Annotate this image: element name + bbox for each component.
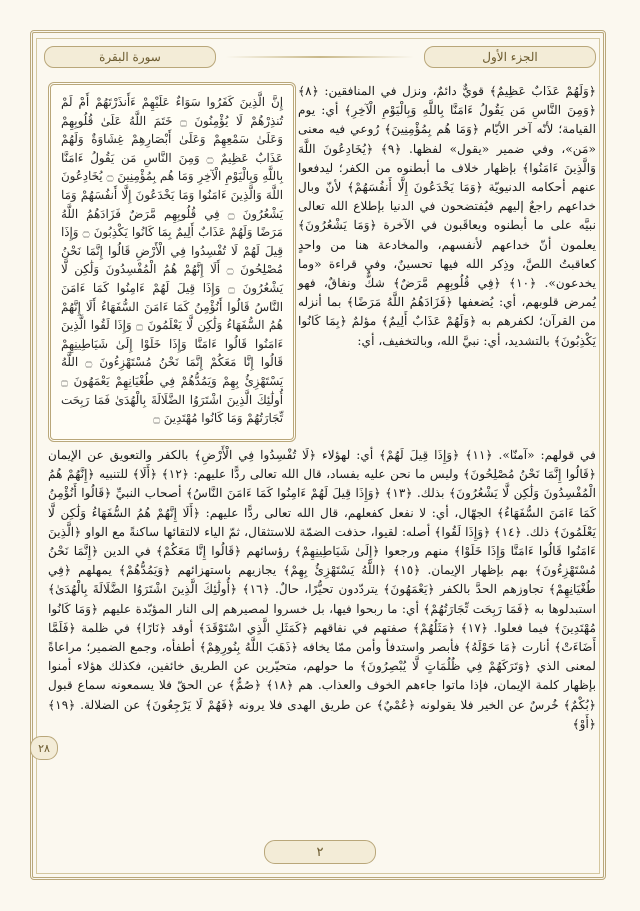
quran-verses-box <box>48 82 296 442</box>
side-badge: ٢٨ <box>30 736 58 760</box>
page-number: ٢ <box>264 840 376 864</box>
tafsir-right-column <box>298 82 596 351</box>
tafsir-right-text: ﴿وَلَهُمْ عَذَابٌ عَظِيمٌ﴾ قويٌّ دائمٌ، ونزل في المنافقين: ﴿٨﴾ ﴿وَمِنَ النَّاسِ مَن يَقُولُ ءَامَنَّا بِاللَّهِ وَبِالْيَوْمِ الْآخِرِ﴾ أي: يوم القيامة؛ لأنّه آخر الأيّام ﴿وَمَا هُم بِمُؤْمِنِينَ﴾ رُوعي فيه معنى «مَن»، وفي ضمير «يقول» لفظها. ﴿٩﴾ ﴿يُخَادِعُونَ اللَّهَ وَالَّذِينَ ءَامَنُوا﴾ بإظهار خلاف ما أبطنوه من الكفر؛ ليدفعوا عنهم أحكامه الدنيويّة ﴿وَمَا يَخْدَعُونَ إِلَّا أَنفُسَهُمْ﴾ لأنّ وبال خداعهم راجعٌ إليهم فيُفتضحون في الدنيا بإطلاع الله تعالى نبيَّه على ما أبطنوه ويعاقَبون في الآخرة ﴿وَمَا يَشْعُرُونَ﴾ يعلمون أنّ خداعهم لأنفسهم، والمخادعة هنا من واحدٍ كعاقبتُ اللصَّ، وذِكر الله فيها تحسينٌ، وفي قراءة «وما يخدعون». ﴿١٠﴾ ﴿فِي قُلُوبِهِم مَّرَضٌ﴾ شكٌّ ونفاقٌ، فهو يُمرض قلوبهم، أي: يُضعفها ﴿فَزَادَهُمُ اللَّهُ مَرَضًا﴾ بما أنزله من القرآن؛ لكفرهم به ﴿وَلَهُمْ عَذَابٌ أَلِيمٌ﴾ مؤلمٌ ﴿بِمَا كَانُوا يَكْذِبُونَ﴾ بالتشديد، أي: نبيَّ الله، وبالتخفيف، أي: <box>298 84 596 348</box>
juz-label: الجزء الأول <box>424 46 596 68</box>
header-ornament <box>226 56 414 58</box>
quran-verses-text: إِنَّ الَّذِينَ كَفَرُوا سَوَاءٌ عَلَيْهِمْ ءَأَنذَرْتَهُمْ أَمْ لَمْ تُنذِرْهُمْ لَا يُؤْمِنُونَ ۝ خَتَمَ اللَّهُ عَلَىٰ قُلُوبِهِمْ وَعَلَىٰ سَمْعِهِمْ وَعَلَىٰ أَبْصَارِهِمْ غِشَاوَةٌ وَلَهُمْ عَذَابٌ عَظِيمٌ ۝ وَمِنَ النَّاسِ مَن يَقُولُ ءَامَنَّا بِاللَّهِ وَبِالْيَوْمِ الْآخِرِ وَمَا هُم بِمُؤْمِنِينَ ۝ يُخَادِعُونَ اللَّهَ وَالَّذِينَ ءَامَنُوا وَمَا يَخْدَعُونَ إِلَّا أَنفُسَهُمْ وَمَا يَشْعُرُونَ ۝ فِي قُلُوبِهِم مَّرَضٌ فَزَادَهُمُ اللَّهُ مَرَضًا وَلَهُمْ عَذَابٌ أَلِيمٌ بِمَا كَانُوا يَكْذِبُونَ ۝ وَإِذَا قِيلَ لَهُمْ لَا تُفْسِدُوا فِي الْأَرْضِ قَالُوا إِنَّمَا نَحْنُ مُصْلِحُونَ ۝ أَلَا إِنَّهُمْ هُمُ الْمُفْسِدُونَ وَلَٰكِن لَّا يَشْعُرُونَ ۝ وَإِذَا قِيلَ لَهُمْ ءَامِنُوا كَمَا ءَامَنَ النَّاسُ قَالُوا أَنُؤْمِنُ كَمَا ءَامَنَ السُّفَهَاءُ أَلَا إِنَّهُمْ هُمُ السُّفَهَاءُ وَلَٰكِن لَّا يَعْلَمُونَ ۝ وَإِذَا لَقُوا الَّذِينَ ءَامَنُوا قَالُوا ءَامَنَّا وَإِذَا خَلَوْا إِلَىٰ شَيَاطِينِهِمْ قَالُوا إِنَّا مَعَكُمْ إِنَّمَا نَحْنُ مُسْتَهْزِءُونَ ۝ اللَّهُ يَسْتَهْزِئُ بِهِمْ وَيَمُدُّهُمْ فِي طُغْيَانِهِمْ يَعْمَهُونَ ۝ أُولَٰئِكَ الَّذِينَ اشْتَرَوُا الضَّلَالَةَ بِالْهُدَىٰ فَمَا رَبِحَت تِّجَارَتُهُمْ وَمَا كَانُوا مُهْتَدِينَ ۝ <box>61 95 284 426</box>
tafsir-full-width <box>48 446 596 734</box>
surah-label: سورة البقرة <box>44 46 216 68</box>
page-header <box>44 44 596 70</box>
tafsir-full-text: في قولهم: «آمنّا». ﴿١١﴾ ﴿وَإِذَا قِيلَ لَهُمْ﴾ أي: لهؤلاء ﴿لَا تُفْسِدُوا فِي الْأَرْضِ﴾ بالكفر والتعويق عن الإيمان ﴿قَالُوا إِنَّمَا نَحْنُ مُصْلِحُونَ﴾ وليس ما نحن عليه بفساد، قال الله تعالى ردًّا عليهم: ﴿١٢﴾ ﴿أَلَا﴾ للتنبيه ﴿إِنَّهُمْ هُمُ الْمُفْسِدُونَ وَلَٰكِن لَّا يَشْعُرُونَ﴾ بذلك. ﴿١٣﴾ ﴿وَإِذَا قِيلَ لَهُمْ ءَامِنُوا كَمَا ءَامَنَ النَّاسُ﴾ أصحاب النبيِّ ﴿قَالُوا أَنُؤْمِنُ كَمَا ءَامَنَ السُّفَهَاءُ﴾ الجهّال، أي: لا نفعل كفعلهم، قال الله تعالى ردًّا عليهم: ﴿أَلَا إِنَّهُمْ هُمُ السُّفَهَاءُ وَلَٰكِن لَّا يَعْلَمُونَ﴾ ذلك. ﴿١٤﴾ ﴿وَإِذَا لَقُوا﴾ أصله: لقيوا، حذفت الضمّة للاستثقال، ثمّ الياء لالتقائها ساكنةً مع الواو ﴿الَّذِينَ ءَامَنُوا قَالُوا ءَامَنَّا وَإِذَا خَلَوْا﴾ منهم ورجعوا ﴿إِلَىٰ شَيَاطِينِهِمْ﴾ رؤسائهم ﴿قَالُوا إِنَّا مَعَكُمْ﴾ في الدين ﴿إِنَّمَا نَحْنُ مُسْتَهْزِءُونَ﴾ بهم بإظهار الإيمان. ﴿١٥﴾ ﴿اللَّهُ يَسْتَهْزِئُ بِهِمْ﴾ يجازيهم باستهزائهم ﴿وَيَمُدُّهُمْ﴾ يمهلهم ﴿فِي طُغْيَانِهِمْ﴾ تجاوزهم الحدَّ بالكفر ﴿يَعْمَهُونَ﴾ يتردّدون تحيُّرًا، حالٌ. ﴿١٦﴾ ﴿أُولَٰئِكَ الَّذِينَ اشْتَرَوُا الضَّلَالَةَ بِالْهُدَىٰ﴾ استبدلوها به ﴿فَمَا رَبِحَت تِّجَارَتُهُمْ﴾ أي: ما ربحوا فيها، بل خسروا لمصيرهم إلى النار المؤبّدة عليهم ﴿وَمَا كَانُوا مُهْتَدِينَ﴾ فيما فعلوا. ﴿١٧﴾ ﴿مَثَلُهُمْ﴾ صفتهم في نفاقهم ﴿كَمَثَلِ الَّذِي اسْتَوْقَدَ﴾ أوقد ﴿نَارًا﴾ في ظلمة ﴿فَلَمَّا أَضَاءَتْ﴾ أنارت ﴿مَا حَوْلَهُ﴾ فأبصر واستدفأ وأمن ممّا يخافه ﴿ذَهَبَ اللَّهُ بِنُورِهِمْ﴾ أطفأه، وجمع الضمير؛ مراعاةً لمعنى الذي ﴿وَتَرَكَهُمْ فِي ظُلُمَاتٍ لَّا يُبْصِرُونَ﴾ ما حولهم، متحيّرين عن الطريق خائفين، فكذلك هؤلاء أمنوا بإظهار كلمة الإيمان، فإذا ماتوا جاءهم الخوف والعذاب. هم ﴿١٨﴾ ﴿صُمٌّ﴾ عن الحقّ فلا يسمعونه سماع قبول ﴿بُكْمٌ﴾ خُرسٌ عن الخير فلا يقولونه ﴿عُمْيٌ﴾ عن طريق الهدى فلا يرونه ﴿فَهُمْ لَا يَرْجِعُونَ﴾ عن الضلالة. ﴿١٩﴾ ﴿أَوْ﴾ <box>48 448 597 731</box>
